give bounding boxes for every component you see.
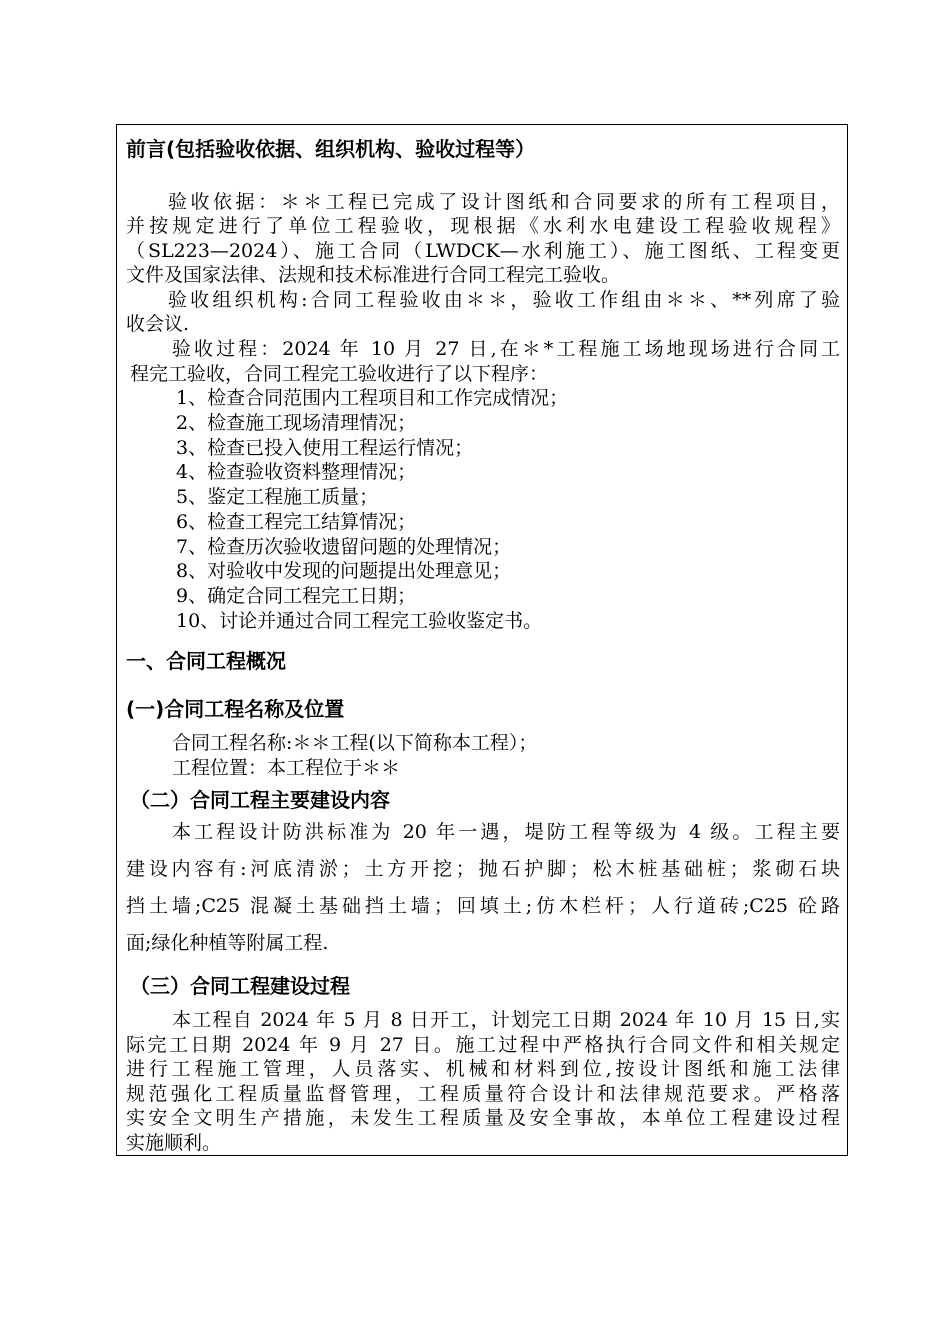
build-process-line-6: 实施顺利。 [126,1132,222,1154]
step-10: 10、讨论并通过合同工程完工验收鉴定书。 [176,610,543,632]
step-5: 5、鉴定工程施工质量； [176,486,379,508]
project-name-line: 合同工程名称:＊＊工程(以下简称本工程）； [172,732,538,754]
org-line-1: 验收组织机构:合同工程验收由＊＊，验收工作组由＊＊、**列席了验 [168,289,840,311]
basis-line-1: 验收依据：＊＊工程已完成了设计图纸和合同要求的所有工程项目， [168,191,840,213]
step-2: 2、检查施工现场清理情况； [176,412,417,434]
step-9: 9、确定合同工程完工日期； [176,585,417,607]
basis-line-2: 并按规定进行了单位工程验收，现根据《水利水电建设工程验收规程》 [126,215,840,237]
build-process-line-2: 际完工日期 2024 年 9 月 27 日。施工过程中严格执行合同文件和相关规定 [126,1034,840,1056]
basis-line-4: 文件及国家法律、法规和技术标准进行合同工程完工验收。 [126,264,621,286]
step-4: 4、检查验收资料整理情况； [176,461,417,483]
org-line-2: 收会议. [126,313,190,335]
process-line-1: 验收过程：2024 年 10 月 27 日,在＊*工程施工场地现场进行合同工 [172,338,840,360]
build-process-line-5: 实安全文明生产措施，未发生工程质量及安全事故，本单位工程建设过程 [126,1107,840,1129]
main-content-line-1: 本工程设计防洪标准为 20 年一遇，堤防工程等级为 4 级。工程主要 [172,821,840,843]
process-line-2: 程完工验收，合同工程完工验收进行了以下程序： [130,363,549,385]
step-1: 1、检查合同范围内工程项目和工作完成情况； [176,387,569,409]
basis-line-3: （SL223—2024）、施工合同（LWDCK—水利施工）、施工图纸、工程变更 [126,240,840,262]
step-8: 8、对验收中发现的问题提出处理意见； [176,560,512,582]
preface-title: 前言(包括验收依据、组织机构、验收过程等） [126,137,536,161]
main-content-line-4: 面;绿化种植等附属工程. [126,932,329,954]
build-process-line-1: 本工程自 2024 年 5 月 8 日开工，计划完工日期 2024 年 10 月 15 日,实 [172,1009,840,1031]
name-location-heading: (一)合同工程名称及位置 [126,697,345,721]
main-content-line-3: 挡土墙;C25 混凝土基础挡土墙；回填土;仿木栏杆；人行道砖;C25 砼路 [126,895,840,917]
build-process-line-3: 进行工程施工管理，人员落实、机械和材料到位,按设计图纸和施工法律 [126,1058,840,1080]
main-content-heading: （二）合同工程主要建设内容 [130,788,390,812]
build-process-line-4: 规范强化工程质量监督管理，工程质量符合设计和法律规范要求。严格落 [126,1083,840,1105]
overview-heading: 一、合同工程概况 [126,649,286,673]
main-content-line-2: 建设内容有:河底清淤；土方开挖；抛石护脚；松木桩基础桩；浆砌石块 [126,858,840,880]
project-location-line: 工程位置：本工程位于＊＊ [172,757,401,779]
step-6: 6、检查工程完工结算情况； [176,511,417,533]
step-7: 7、检查历次验收遗留问题的处理情况； [176,536,512,558]
process-heading: （三）合同工程建设过程 [130,974,350,998]
step-3: 3、检查已投入使用工程运行情况； [176,437,474,459]
